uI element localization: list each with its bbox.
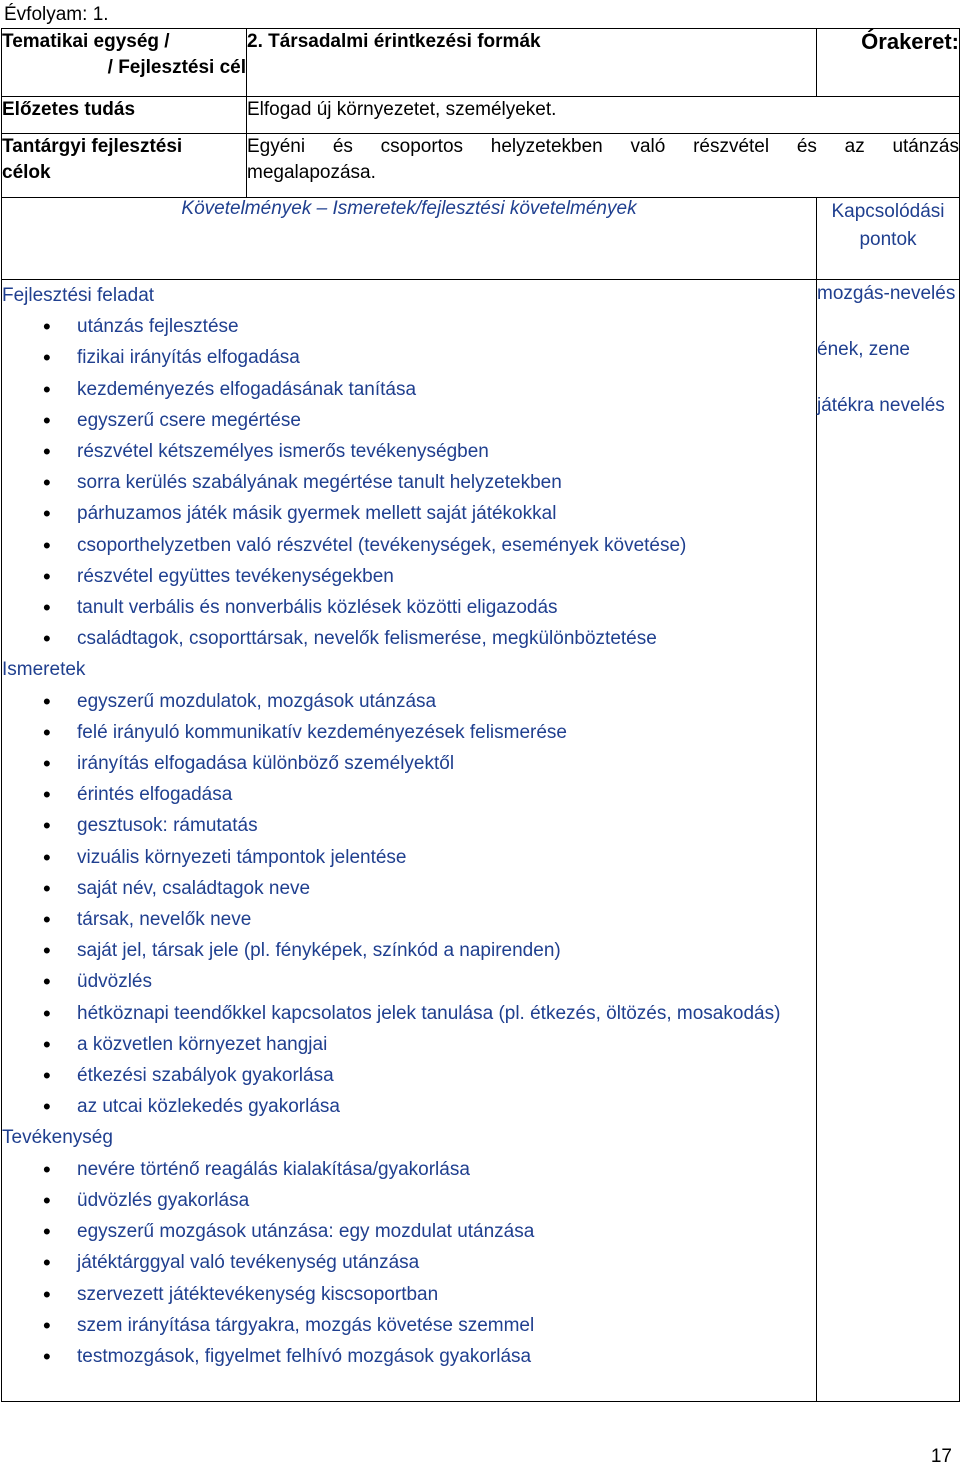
tevekenyseg-list-item: • testmozgások, figyelmet felhívó mozgások gyakorlása xyxy=(2,1341,816,1372)
tevekenyseg-list-item: • játéktárggyal való tevékenység utánzása xyxy=(2,1247,816,1278)
ismeretek-list-item: • egyszerű mozdulatok, mozgások utánzása xyxy=(2,686,816,717)
tevekenyseg-list-item: • egyszerű mozgások utánzása: egy mozdulat utánzása xyxy=(2,1216,816,1247)
tevekenyseg-list-item: • szervezett játéktevékenység kiscsoportban xyxy=(2,1279,816,1310)
ismeretek-list xyxy=(2,686,816,1123)
fejlesztesi-list xyxy=(2,311,816,654)
fejlesztesi-list-item: • csoporthelyzetben való részvétel (tevékenységek, események követése) xyxy=(2,530,816,561)
celok-value-cell xyxy=(247,134,960,198)
fejlesztesi-list-item: • részvétel kétszemélyes ismerős tevékenységben xyxy=(2,436,816,467)
elozetes-label: Előzetes tudás xyxy=(2,97,247,134)
requirements-body-row xyxy=(2,280,960,1402)
tema-label-line2: / Fejlesztési cél xyxy=(107,57,246,78)
requirements-content xyxy=(2,280,817,1402)
ismeretek-list-item: • irányítás elfogadása különböző személyektől xyxy=(2,748,816,779)
elozetes-row xyxy=(2,97,960,134)
fejlesztesi-list-item: • részvétel együttes tevékenységekben xyxy=(2,561,816,592)
fejlesztesi-list-item: • utánzás fejlesztése xyxy=(2,311,816,342)
fejlesztesi-list-item: • sorra kerülés szabályának megértése tanult helyzetekben xyxy=(2,467,816,498)
fejlesztesi-list-item: • párhuzamos játék másik gyermek mellett saját játékokkal xyxy=(2,498,816,529)
celok-label-cell xyxy=(2,134,247,198)
celok-row xyxy=(2,134,960,198)
evfolyam-label: Évfolyam: 1. xyxy=(4,4,109,25)
fejlesztesi-list-item: • fizikai irányítás elfogadása xyxy=(2,342,816,373)
ismeretek-list-item: • saját jel, társak jele (pl. fényképek, színkód a napirenden) xyxy=(2,935,816,966)
ismeretek-list-item: • hétköznapi teendőkkel kapcsolatos jelek tanulása (pl. étkezés, öltözés, mosakodás) xyxy=(2,998,816,1029)
kapcsolodasi-heading: Kapcsolódási pontok xyxy=(817,198,960,280)
ismeretek-list-item: • étkezési szabályok gyakorlása xyxy=(2,1060,816,1091)
ismeretek-list-item: • felé irányuló kommunikatív kezdeményezések felismerése xyxy=(2,717,816,748)
ismeretek-list-item: • gesztusok: rámutatás xyxy=(2,810,816,841)
ismeretek-list-item: • társak, nevelők neve xyxy=(2,904,816,935)
celok-label-line2: célok xyxy=(2,162,51,183)
tevekenyseg-list-item: • szem irányítása tárgyakra, mozgás követése szemmel xyxy=(2,1310,816,1341)
celok-value-line2: megalapozása. xyxy=(247,162,376,183)
curriculum-table xyxy=(1,28,960,1402)
fejlesztesi-list-item: • tanult verbális és nonverbális közlések közötti eligazodás xyxy=(2,592,816,623)
tema-row xyxy=(2,29,960,97)
requirements-header-row xyxy=(2,198,960,280)
fejlesztesi-list-item: • egyszerű csere megértése xyxy=(2,405,816,436)
fejlesztesi-list-item: • kezdeményezés elfogadásának tanítása xyxy=(2,374,816,405)
kapcsolodasi-item: ének, zene xyxy=(817,339,910,360)
kapcsolodasi-cell xyxy=(817,280,960,1402)
ismeretek-list-item: • vizuális környezeti támpontok jelentése xyxy=(2,842,816,873)
kapcsolodasi-item: mozgás-nevelés xyxy=(817,283,956,304)
ismeretek-list-item: • érintés elfogadása xyxy=(2,779,816,810)
requirements-heading: Követelmények – Ismeretek/fejlesztési követelmények xyxy=(2,198,817,280)
celok-value-line1: Egyéni és csoportos helyzetekben való részvétel és az utánzás xyxy=(247,136,959,157)
ismeretek-list-item: • az utcai közlekedés gyakorlása xyxy=(2,1091,816,1122)
page-number: 17 xyxy=(930,1446,952,1467)
section-title-ismeretek: Ismeretek xyxy=(2,659,86,681)
fejlesztesi-list-item: • családtagok, csoporttársak, nevelők felismerése, megkülönböztetése xyxy=(2,623,816,654)
tevekenyseg-list-item: • üdvözlés gyakorlása xyxy=(2,1185,816,1216)
celok-label-line1: Tantárgyi fejlesztési xyxy=(2,136,183,157)
ismeretek-list-item: • saját név, családtagok neve xyxy=(2,873,816,904)
ismeretek-list-item: • a közvetlen környezet hangjai xyxy=(2,1029,816,1060)
section-title-tevekenyseg: Tevékenység xyxy=(2,1127,113,1149)
tema-label-cell xyxy=(2,29,247,97)
orakeret-label: Órakeret: xyxy=(817,29,960,97)
tema-value: 2. Társadalmi érintkezési formák xyxy=(247,29,817,97)
tevekenyseg-list xyxy=(2,1154,816,1372)
elozetes-value: Elfogad új környezetet, személyeket. xyxy=(247,97,960,134)
ismeretek-list-item: • üdvözlés xyxy=(2,966,816,997)
kapcsolodasi-item: játékra nevelés xyxy=(817,395,945,416)
section-title-fejlesztesi: Fejlesztési feladat xyxy=(2,285,155,306)
tevekenyseg-list-item: • nevére történő reagálás kialakítása/gyakorlása xyxy=(2,1154,816,1185)
tema-label-line1: Tematikai egység / xyxy=(2,31,170,52)
